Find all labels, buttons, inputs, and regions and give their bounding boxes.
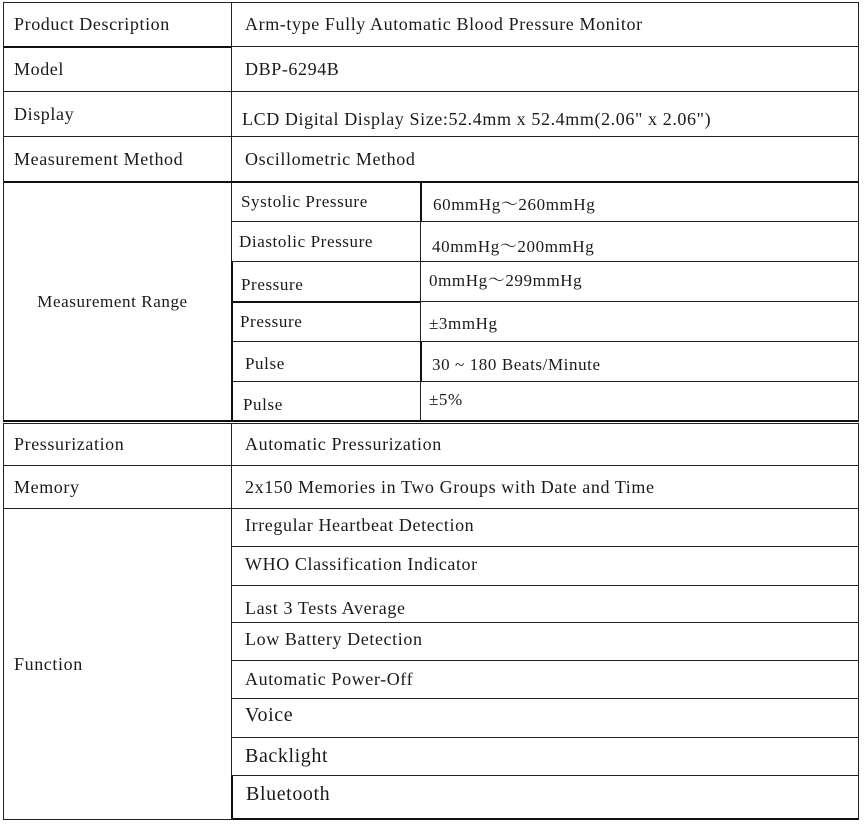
function-item: Voice (231, 698, 859, 738)
range-row-label: Pulse (231, 381, 421, 422)
range-row-value: 60mmHg～260mmHg (420, 181, 859, 222)
function-item: Bluetooth (231, 775, 859, 820)
memory-label: Memory (3, 465, 232, 509)
range-row-label: Systolic Pressure (231, 181, 421, 222)
spec-table (3, 2, 859, 820)
model-value: DBP-6294B (231, 46, 859, 92)
range-row-label: Pressure (231, 261, 421, 302)
model-label: Model (3, 46, 232, 92)
function-label: Function (3, 508, 232, 820)
range-row-value: ±5% (420, 381, 859, 422)
product-description-label: Product Description (3, 2, 232, 47)
pressurization-value: Automatic Pressurization (231, 423, 859, 466)
measurement-range-label: Measurement Range (3, 181, 232, 422)
measurement-method-value: Oscillometric Method (231, 136, 859, 182)
range-row-label: Pulse (231, 341, 421, 382)
range-row-value: ±3mmHg (420, 301, 859, 342)
product-description-value: Arm-type Fully Automatic Blood Pressure Monitor (231, 2, 859, 47)
function-item: Low Battery Detection (231, 622, 859, 661)
function-item: Backlight (231, 737, 859, 776)
range-row-label: Diastolic Pressure (231, 221, 421, 262)
function-item: Automatic Power-Off (231, 660, 859, 699)
memory-value: 2x150 Memories in Two Groups with Date and Time (231, 465, 859, 509)
function-item: WHO Classification Indicator (231, 546, 859, 586)
range-row-value: 30 ~ 180 Beats/Minute (420, 341, 859, 382)
range-row-label: Pressure (231, 301, 421, 342)
measurement-method-label: Measurement Method (3, 136, 232, 182)
pressurization-label: Pressurization (3, 423, 232, 466)
range-row-value: 40mmHg～200mmHg (420, 221, 859, 262)
display-label: Display (3, 91, 232, 137)
function-item: Irregular Heartbeat Detection (231, 508, 859, 547)
range-row-value: 0mmHg～299mmHg (420, 261, 859, 302)
function-item: Last 3 Tests Average (231, 585, 859, 623)
display-value: LCD Digital Display Size:52.4mm x 52.4mm(2.06" x 2.06") (231, 91, 859, 137)
